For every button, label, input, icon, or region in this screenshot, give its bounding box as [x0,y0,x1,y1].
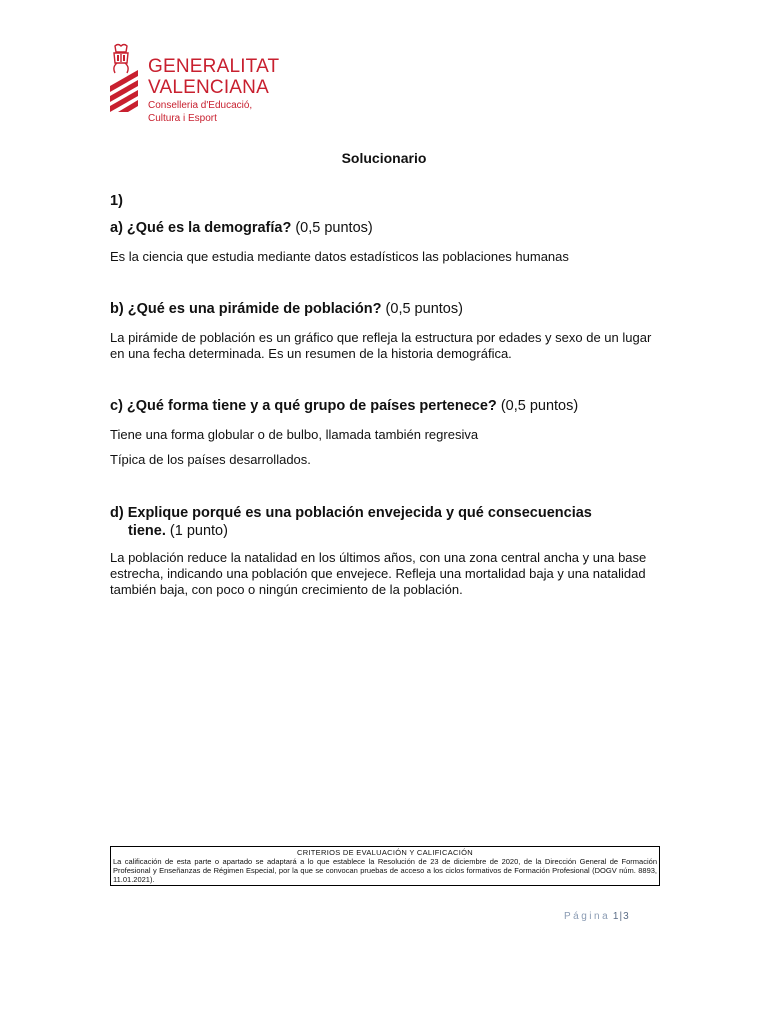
question-c [110,398,578,414]
question-d-prompt-line2: tiene. [128,523,166,539]
question-b [110,301,463,317]
question-d [110,504,670,540]
question-a-points: (0,5 puntos) [295,220,373,236]
generalitat-emblem-icon [108,42,140,114]
question-c-points: (0,5 puntos) [500,398,579,414]
question-d-line2 [110,522,670,540]
criteria-text: La calificación de esta parte o apartado se adaptará a lo que establece la Resolución de 23 de diciembre de 2020, de la Dirección General de Formación Profesional y Enseñanzas de Régimen Especial, por la que se convocan pruebas de acceso a los ciclos formativos de Formación Profesional (DOGV núm. 8893, 11.01.2021). [113,857,657,884]
page-separator: | [619,911,623,922]
answer-c-line2: Típica de los países desarrollados. [110,452,311,467]
question-d-points: (1 punto) [169,523,228,539]
page-total: 3 [623,911,629,922]
department-line1: Conselleria d'Educació, [148,100,253,111]
evaluation-criteria-box [110,846,660,886]
criteria-heading: CRITERIOS DE EVALUACIÓN Y CALIFICACIÓN [296,848,474,857]
document-title: Solucionario [341,150,427,166]
answer-c-line1: Tiene una forma globular o de bulbo, llamada también regresiva [110,427,479,442]
question-a-prompt: a) ¿Qué es la demografía? [110,220,292,236]
org-name-line1: GENERALITAT [148,56,280,77]
page-number [564,911,629,922]
question-d-prompt-line1: d) Explique porqué es una población envejecida y qué consecuencias [110,505,592,521]
org-name [148,56,279,98]
answer-b: La pirámide de población es un gráfico que refleja la estructura por edades y sexo de un lugar en una fecha determinada. Es un resumen de la historia demográfica. [110,330,652,361]
answer-a: Es la ciencia que estudia mediante datos estadísticos las poblaciones humanas [110,249,569,264]
question-b-prompt: b) ¿Qué es una pirámide de población? [110,301,382,317]
org-name-line2: VALENCIANA [148,77,269,98]
question-number: 1) [110,193,123,209]
page-label: Página [564,911,611,922]
department-name [148,99,252,125]
page-current: 1 [612,911,619,922]
question-c-prompt: c) ¿Qué forma tiene y a qué grupo de países pertenece? [110,398,497,414]
department-line2: Cultura i Esport [148,113,217,124]
question-a [110,220,373,236]
answer-d: La población reduce la natalidad en los últimos años, con una zona central ancha y una base estrecha, indicando una población que envejece. Refleja una mortalidad baja y una natalidad también baja, con poco o ningún crecimiento de la población. [110,550,647,597]
generalitat-logo [108,42,308,124]
question-b-points: (0,5 puntos) [385,301,463,317]
